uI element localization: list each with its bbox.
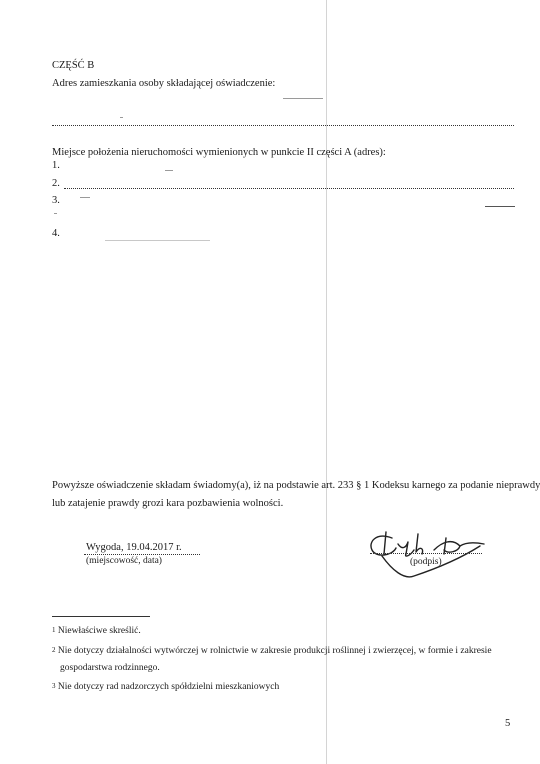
footnote-3-mark: 3 [52, 682, 56, 690]
footnote-separator [52, 616, 150, 617]
statement-line-1: Powyższe oświadczenie składam świadomy(a), iż na podstawie art. 233 § 1 Kodeksu karnego za podanie nieprawdy [52, 480, 540, 491]
footnote-1-mark: 1 [52, 626, 56, 634]
footnote-1-text: Niewłaściwe skreślić. [57, 626, 141, 636]
address-dotted-line [52, 125, 514, 126]
redaction-speck [120, 117, 123, 118]
footnote-1 [52, 626, 141, 637]
redaction-speck [165, 170, 173, 171]
signature-dotted-line [370, 553, 482, 554]
property-item-2: 2. [52, 178, 60, 189]
section-title: CZĘŚĆ B [52, 60, 95, 71]
statement-line-2: lub zatajenie prawdy grozi kara pozbawienia wolności. [52, 498, 284, 509]
place-date-dotted-line [84, 554, 200, 555]
redaction-speck [283, 98, 323, 99]
footnote-3-text: Nie dotyczy rad nadzorczych spółdzielni mieszkaniowych [57, 682, 280, 692]
redaction-speck [80, 197, 90, 198]
handwritten-signature [362, 524, 502, 586]
footnote-2 [52, 646, 492, 657]
property-item-4: 4. [52, 228, 60, 239]
place-date-label: (miejscowość, data) [86, 556, 162, 566]
signature-label: (podpis) [410, 557, 442, 567]
property-item-3: 3. [52, 195, 60, 206]
footnote-2-mark: 2 [52, 646, 56, 654]
footnote-2-continuation: gospodarstwa rodzinnego. [60, 663, 160, 673]
place-date: Wygoda, 19.04.2017 r. [86, 542, 182, 553]
redaction-speck [105, 240, 210, 241]
footnote-3 [52, 682, 279, 693]
property-dotted-line-2 [64, 188, 514, 189]
redaction-speck [54, 213, 57, 214]
property-item-1: 1. [52, 160, 60, 171]
address-label: Adres zamieszkania osoby składającej oświadczenie: [52, 78, 276, 89]
page-number: 5 [505, 718, 511, 729]
redaction-speck [485, 206, 515, 207]
property-label: Miejsce położenia nieruchomości wymienionych w punkcie II części A (adres): [52, 147, 386, 158]
footnote-2-text: Nie dotyczy działalności wytwórczej w rolnictwie w zakresie produkcji roślinnej i zwierzęcej, w formie i zakresie [57, 646, 492, 656]
